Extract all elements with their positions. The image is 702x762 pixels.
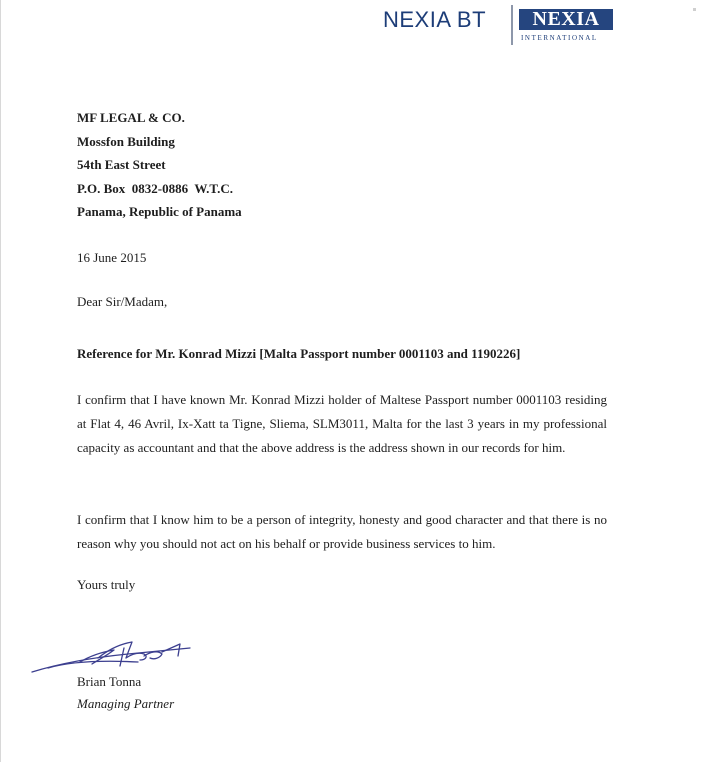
logo-secondary-text: NEXIA [519,9,613,30]
handwritten-signature-icon [28,628,198,678]
address-line: MF LEGAL & CO. [77,110,185,125]
logo-primary-text: NEXIA BT [383,7,487,32]
address-line: 54th East Street [77,157,166,172]
address-line: P.O. Box 0832-0886 W.T.C. [77,180,234,196]
logo-subtitle: INTERNATIONAL [521,34,598,42]
logo-divider [511,5,513,45]
letter-date: 16 June 2015 [77,250,147,265]
corner-mark [693,8,696,11]
body-paragraph-1: I confirm that I have known Mr. Konrad Mizzi holder of Maltese Passport number 0001103 residing at Flat 4, 46 Avril, Ix-Xatt ta Tigne, Sliema, SLM3011, Malta for the last 3 years in my professional capacity as accountant and that the above address is the address shown in our records for him. [77,392,607,455]
recipient-address [77,106,242,224]
address-line: Panama, Republic of Panama [77,204,242,219]
company-logo [383,3,615,47]
reference-line: Reference for Mr. Konrad Mizzi [Malta Passport number 0001103 and 1190226] [77,346,521,361]
body-paragraph-2: I confirm that I know him to be a person of integrity, honesty and good character and that there is no reason why you should not act on his behalf or provide business services to him. [77,512,607,551]
salutation: Dear Sir/Madam, [77,294,168,309]
signer-name: Brian Tonna [77,674,142,689]
address-line: Mossfon Building [77,133,175,149]
page-left-edge [0,0,1,762]
closing: Yours truly [77,577,136,592]
signer-title: Managing Partner [77,696,175,711]
